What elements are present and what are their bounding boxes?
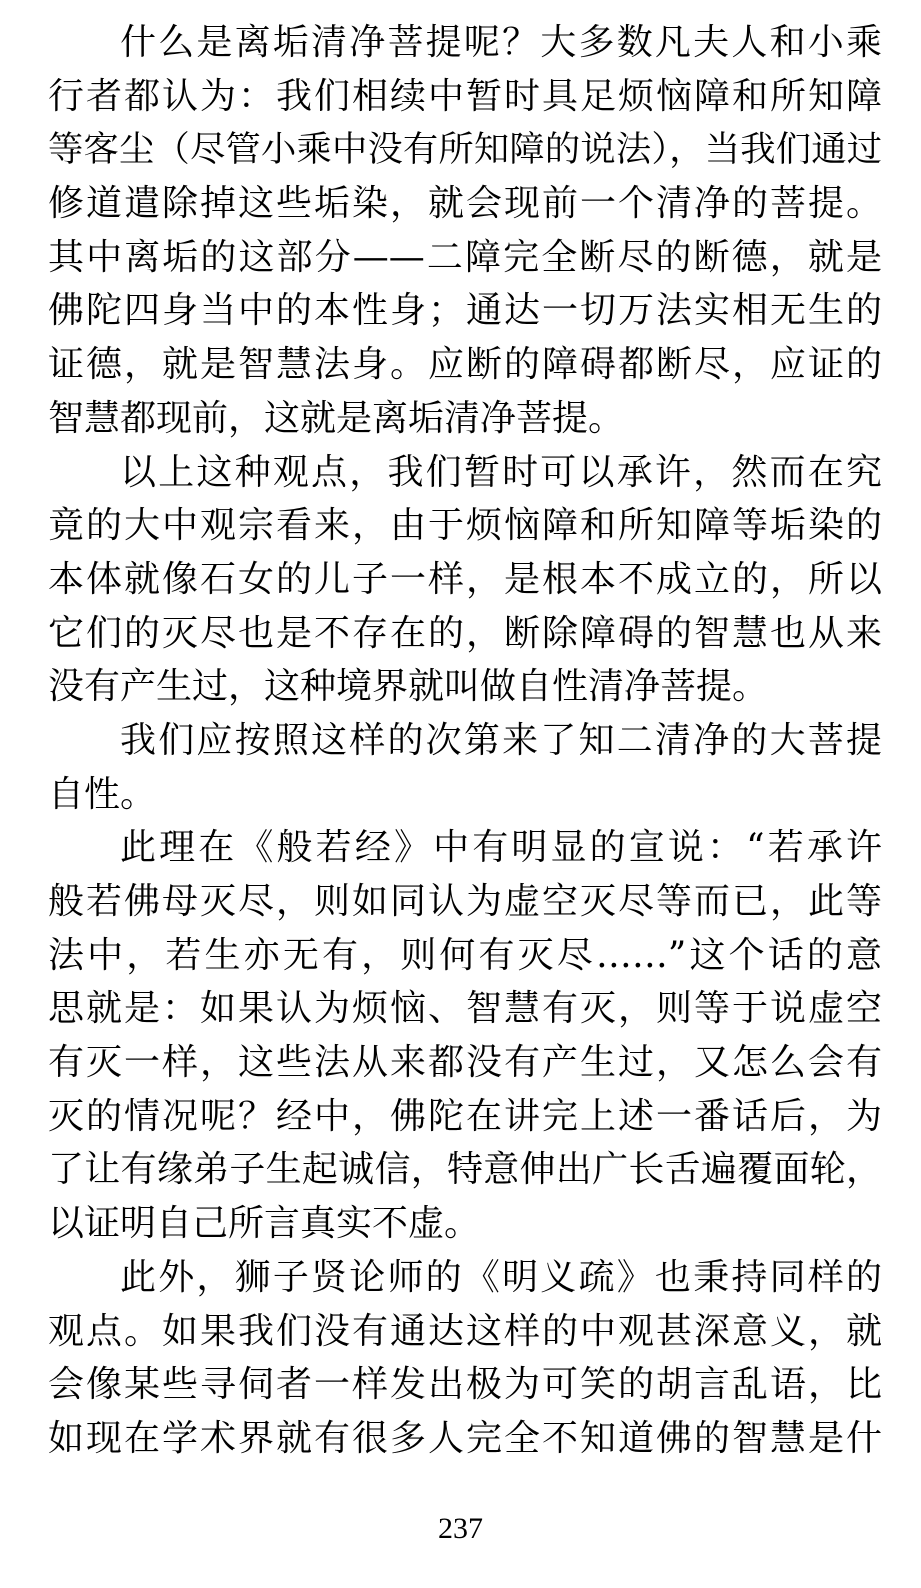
text-line: 我们应按照这样的次第来了知二清净的大菩提	[120, 719, 882, 761]
text-line: 灭的情况呢？经中，佛陀在讲完上述一番话后，为	[48, 1095, 882, 1137]
text-line: 此理在《般若经》中有明显的宣说：“若承许	[120, 827, 882, 869]
text-line: 了让有缘弟子生起诚信，特意伸出广长舌遍覆面轮，	[48, 1149, 882, 1191]
text-line: 证德，就是智慧法身。应断的障碍都断尽，应证的	[48, 344, 882, 386]
text-line: 观点。如果我们没有通达这样的中观甚深意义，就	[48, 1310, 882, 1352]
text-line: 等客尘（尽管小乘中没有所知障的说法），当我们通过	[48, 129, 882, 171]
text-line: 此外，狮子贤论师的《明义疏》也秉持同样的	[120, 1256, 882, 1298]
text-line: 以上这种观点，我们暂时可以承许，然而在究	[120, 451, 882, 493]
text-line: 如现在学术界就有很多人完全不知道佛的智慧是什	[48, 1417, 882, 1459]
text-line: 有灭一样，这些法从来都没有产生过，又怎么会有	[48, 1042, 882, 1084]
text-line: 它们的灭尽也是不存在的，断除障碍的智慧也从来	[48, 612, 882, 654]
text-line: 本体就像石女的儿子一样，是根本不成立的，所以	[48, 558, 882, 600]
text-line: 思就是：如果认为烦恼、智慧有灭，则等于说虚空	[48, 988, 882, 1030]
text-line: 其中离垢的这部分——二障完全断尽的断德，就是	[48, 236, 882, 278]
text-line: 会像某些寻伺者一样发出极为可笑的胡言乱语，比	[48, 1364, 882, 1406]
text-line: 什么是离垢清净菩提呢？大多数凡夫人和小乘	[120, 22, 882, 63]
text-line: 法中，若生亦无有，则何有灭尽……”这个话的意	[48, 934, 882, 976]
text-line: 行者都认为：我们相续中暂时具足烦恼障和所知障	[48, 75, 882, 117]
text-line: 智慧都现前，这就是离垢清净菩提。	[48, 397, 625, 439]
text-line: 以证明自己所言真实不虚。	[48, 1203, 481, 1245]
text-line: 自性。	[48, 773, 157, 815]
text-line: 竟的大中观宗看来，由于烦恼障和所知障等垢染的	[48, 505, 882, 547]
text-line: 没有产生过，这种境界就叫做自性清净菩提。	[48, 666, 769, 708]
text-line: 修道遣除掉这些垢染，就会现前一个清净的菩提。	[48, 183, 882, 225]
text-line: 般若佛母灭尽，则如同认为虚空灭尽等而已，此等	[48, 881, 882, 922]
text-line: 佛陀四身当中的本性身；通达一切万法实相无生的	[48, 290, 882, 332]
body-text	[48, 16, 882, 1466]
page-number: 237	[438, 1512, 483, 1545]
